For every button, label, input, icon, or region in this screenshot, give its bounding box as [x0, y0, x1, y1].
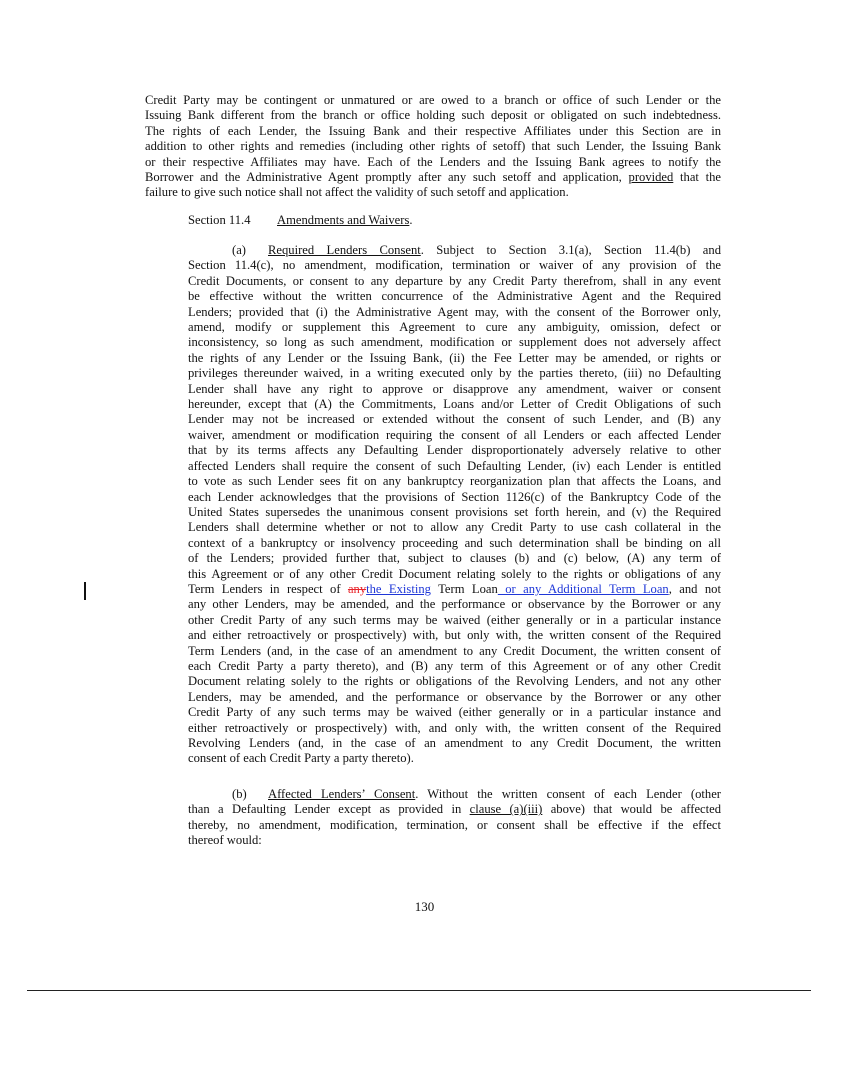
- text-line: to vote as such Lender sees fit on any bankruptcy reorganization plan that affects the Loans, and: [188, 474, 721, 489]
- revision-change-bar: [84, 582, 86, 600]
- clause-reference: clause (a)(iii): [469, 802, 543, 817]
- text-segment: . Subject to Section 3.1(a), Section 11.4(b) and: [420, 243, 721, 257]
- inserted-text: the Existing: [366, 581, 431, 596]
- paragraph-b: [188, 787, 721, 849]
- text-line: Lender shall have any right to approve or disapprove any amendment, waiver or consent: [188, 381, 721, 396]
- text-line: Term Lenders (and, in the case of an amendment to any Credit Document, the written consent of: [188, 643, 721, 658]
- text-line: privileges thereunder waived, in a writing executed only by the parties thereto, (iii) no Defaulting: [188, 366, 721, 381]
- text-line: [188, 802, 721, 817]
- text-line: inconsistency, so long as such amendment, modification or supplement does not adversely affect: [188, 335, 721, 350]
- text-line: The rights of each Lender, the Issuing Bank and their respective Affiliates under this Section are in: [145, 123, 721, 138]
- text-line: Issuing Bank different from the branch or office holding such deposit or obligated on such indebtedness.: [145, 108, 721, 123]
- text-line: each Credit Party a party thereto), and (B) any term of this Agreement or of any other Credit: [188, 658, 721, 673]
- section-number: Section 11.4: [188, 213, 251, 227]
- text-line: addition to other rights and remedies (including other rights of setoff) that such Lender, the Issuing Bank: [145, 139, 721, 154]
- text-line: each Lender acknowledges that the provisions of Section 1126(c) of the Bankruptcy Code of the: [188, 489, 721, 504]
- text-line: Credit Party may be contingent or unmatured or are owed to a branch or office of such Lender or the: [145, 93, 721, 107]
- text-line: Lenders, may be amended, and the performance or observance by the Borrower or any other: [188, 689, 721, 704]
- redline-line: [188, 582, 721, 597]
- text-line: United States supersedes the unanimous consent provisions set forth herein, and (v) the Required: [188, 504, 721, 519]
- text-line: Lenders; provided that (i) the Administrative Agent may, with the consent of the Borrower only,: [188, 304, 721, 319]
- text-line: Section 11.4(c), no amendment, modification, termination or waiver of any provision of the: [188, 258, 721, 273]
- text-line: any other Lenders, may be amended, and the performance or observance by the Borrower or any: [188, 597, 721, 612]
- text-line: Lenders shall determine whether or not to allow any Credit Party to use cash collateral in the: [188, 520, 721, 535]
- text-line: Credit Documents, or consent to any departure by any Credit Party therefrom, shall in any event: [188, 273, 721, 288]
- paragraph-a-first-line: [188, 243, 721, 258]
- text-segment: Borrower and the Administrative Agent promptly after any such setoff and application,: [145, 170, 622, 185]
- section-title: Amendments and Waivers: [277, 213, 410, 227]
- text-line: affected Lenders shall require the consent of such Defaulting Lender, (iv) each Lender is entitled: [188, 458, 721, 473]
- text-line: context of a bankruptcy or insolvency proceeding and such determination shall be binding on all: [188, 535, 721, 550]
- text-line: amend, modify or supplement this Agreement to cure any ambiguity, omission, defect or: [188, 320, 721, 335]
- text-line: waiver, amendment or modification requiring the consent of all Lenders or each affected Lender: [188, 427, 721, 442]
- text-line: thereby, no amendment, modification, termination, or consent shall be effective if the effect: [188, 817, 721, 832]
- text-line: be effective without the written concurrence of the Administrative Agent and the Required: [188, 289, 721, 304]
- text-segment: , and not: [668, 581, 721, 596]
- text-line: that by its terms affects any Defaulting Lender disproportionately adversely relative to other: [188, 443, 721, 458]
- text-line: and either retroactively or prospectively) with, but only with, the written consent of the Required: [188, 628, 721, 643]
- text-segment: that the: [673, 170, 722, 185]
- provided-term: provided: [628, 170, 674, 185]
- setoff-paragraph-continuation: [145, 93, 721, 201]
- paragraph-b-first-line: [188, 787, 721, 802]
- text-segment: Term Lenders in respect of: [188, 581, 348, 596]
- section-title-period: .: [409, 213, 413, 227]
- page-bottom-divider: [27, 990, 811, 991]
- text-line: the rights of any Lender or the Issuing Bank, (ii) the Fee Letter may be amended, or rights or: [188, 350, 721, 365]
- page-number: 130: [414, 899, 435, 914]
- text-line: Credit Party of any such terms may be waived (either generally or in a particular instance and: [188, 705, 721, 720]
- text-line: this Agreement or of any other Credit Document relating solely to the rights or obligations of any: [188, 566, 721, 581]
- paragraph-a: [188, 243, 721, 767]
- inserted-text: or any Additional Term Loan: [497, 581, 669, 596]
- paragraph-a-label: (a): [232, 243, 246, 257]
- text-line: consent of each Credit Party a party thereto).: [188, 751, 414, 766]
- text-line: failure to give such notice shall not affect the validity of such setoff and application.: [145, 185, 569, 200]
- text-line: other Credit Party of any such terms may be waived (either generally or in a particular instance: [188, 612, 721, 627]
- text-line: of the Lenders; provided further that, subject to clauses (b) and (c) below, (A) any term of: [188, 551, 721, 566]
- text-line: thereof would:: [188, 833, 262, 848]
- paragraph-b-label: (b): [232, 787, 247, 801]
- text-segment: . Without the written consent of each Lender (other: [415, 787, 721, 801]
- text-segment: Term Loan: [430, 581, 498, 596]
- deleted-text: any: [347, 581, 367, 596]
- text-line: Lender may not be increased or extended without the consent of such Lender, and (B) any: [188, 412, 721, 427]
- text-line: Document relating solely to the rights or obligations of the Revolving Lenders, and not any other: [188, 674, 721, 689]
- text-line: [145, 170, 721, 185]
- paragraph-a-heading: Required Lenders Consent: [268, 243, 421, 257]
- text-line: Revolving Lenders (and, in the case of an amendment to any Credit Document, the written: [188, 736, 721, 750]
- text-line: hereunder, except that (A) the Commitments, Loans and/or Letter of Credit Obligations of such: [188, 397, 721, 412]
- text-segment: above) that would be affected: [542, 802, 722, 817]
- paragraph-b-heading: Affected Lenders’ Consent: [268, 787, 416, 801]
- text-segment: than a Defaulting Lender except as provided in: [188, 802, 470, 817]
- section-heading: [188, 213, 721, 228]
- text-line: either retroactively or prospectively) with, and only with, the written consent of the Required: [188, 720, 721, 735]
- text-line: or their respective Affiliates may have. Each of the Lenders and the Issuing Bank agrees to notify the: [145, 154, 721, 169]
